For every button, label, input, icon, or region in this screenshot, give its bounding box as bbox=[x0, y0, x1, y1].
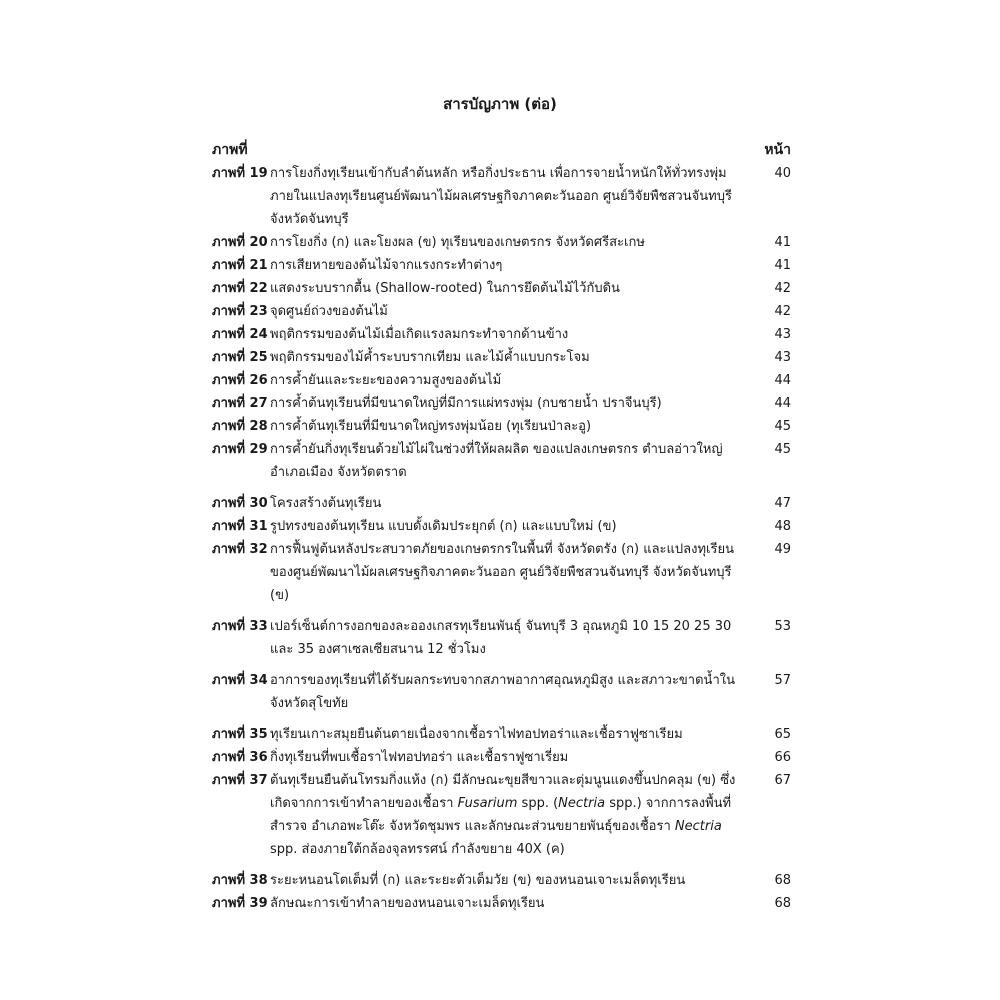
figure-entry bbox=[212, 162, 791, 231]
figure-number bbox=[212, 669, 268, 715]
caption-line bbox=[270, 185, 747, 208]
caption-text: โครงสร้างต้นทุเรียน bbox=[270, 496, 382, 511]
figure-number bbox=[212, 346, 268, 369]
figure-label: ภาพที่ bbox=[212, 673, 246, 688]
caption-line bbox=[270, 538, 747, 561]
figure-label: ภาพที่ bbox=[212, 258, 246, 273]
caption-text: การโยงกิ่ง (ก) และโยงผล (ข) ทุเรียนของเกษตรกร จังหวัดศรีสะเกษ bbox=[270, 235, 645, 250]
figure-number-value: 23 bbox=[249, 304, 268, 319]
figure-entry bbox=[212, 392, 791, 415]
figure-number-value: 27 bbox=[249, 396, 268, 411]
figure-label: ภาพที่ bbox=[212, 304, 246, 319]
figure-label: ภาพที่ bbox=[212, 727, 246, 742]
figure-number bbox=[212, 254, 268, 277]
figure-caption bbox=[268, 277, 747, 300]
figure-number bbox=[212, 231, 268, 254]
caption-line bbox=[270, 769, 747, 792]
figure-number-value: 39 bbox=[249, 896, 268, 911]
figure-number bbox=[212, 369, 268, 392]
figure-number-value: 37 bbox=[249, 773, 268, 788]
page-title: สารบัญภาพ (ต่อ) bbox=[443, 95, 557, 113]
page-number: 47 bbox=[774, 496, 791, 511]
figure-entry bbox=[212, 746, 791, 769]
figure-caption bbox=[268, 254, 747, 277]
caption-line bbox=[270, 392, 747, 415]
figure-entry bbox=[212, 492, 791, 515]
caption-line bbox=[270, 162, 747, 185]
figure-caption bbox=[268, 669, 747, 715]
caption-line bbox=[270, 746, 747, 769]
figure-number bbox=[212, 392, 268, 415]
caption-text: ลักษณะการเข้าทำลายของหนอนเจาะเมล็ดทุเรียน bbox=[270, 896, 545, 911]
figure-caption bbox=[268, 538, 747, 607]
figure-label: ภาพที่ bbox=[212, 235, 246, 250]
caption-text: การค้ำยันกิ่งทุเรียนด้วยไม้ไผ่ในช่วงที่ให้ผลผลิต ของแปลงเกษตรกร ตำบลอ่าวใหญ่ bbox=[270, 442, 723, 457]
caption-line bbox=[270, 231, 747, 254]
caption-text: สำรวจ อำเภอพะโต๊ะ จังหวัดชุมพร และลักษณะส่วนขยายพันธุ์ของเชื้อรา bbox=[270, 819, 675, 834]
figure-entry bbox=[212, 669, 791, 715]
caption-text: spp. ( bbox=[517, 796, 559, 811]
figure-number-value: 32 bbox=[249, 542, 268, 557]
caption-line bbox=[270, 584, 747, 607]
page-number: 49 bbox=[774, 542, 791, 557]
figure-number bbox=[212, 323, 268, 346]
figure-caption bbox=[268, 369, 747, 392]
scientific-name: Fusarium bbox=[457, 796, 518, 811]
figure-number bbox=[212, 892, 268, 915]
figure-entry bbox=[212, 231, 791, 254]
caption-line bbox=[270, 638, 747, 661]
figure-label: ภาพที่ bbox=[212, 896, 246, 911]
caption-text: แสดงระบบรากตื้น (Shallow-rooted) ในการยึดต้นไม้ไว้กับดิน bbox=[270, 281, 620, 296]
page-number: 67 bbox=[774, 773, 791, 788]
caption-text: จังหวัดจันทบุรี bbox=[270, 212, 349, 227]
figure-number bbox=[212, 492, 268, 515]
figure-number bbox=[212, 615, 268, 661]
caption-line bbox=[270, 723, 747, 746]
figure-caption bbox=[268, 415, 747, 438]
figure-number-value: 31 bbox=[249, 519, 268, 534]
figure-caption bbox=[268, 769, 747, 861]
figure-number bbox=[212, 723, 268, 746]
figure-number-value: 35 bbox=[249, 727, 268, 742]
caption-line bbox=[270, 892, 747, 915]
figure-entry bbox=[212, 769, 791, 861]
figure-caption bbox=[268, 162, 747, 231]
figure-label: ภาพที่ bbox=[212, 619, 246, 634]
figure-entry bbox=[212, 438, 791, 484]
caption-text: การค้ำต้นทุเรียนที่มีขนาดใหญ่ที่มีการแผ่ทรงพุ่ม (กบชายน้ำ ปราจีนบุรี) bbox=[270, 396, 662, 411]
figure-number-value: 21 bbox=[249, 258, 268, 273]
page-number: 53 bbox=[774, 619, 791, 634]
page-number: 45 bbox=[774, 419, 791, 434]
caption-text: การฟื้นฟูต้นหลังประสบวาตภัยของเกษตรกรในพื้นที่ จังหวัดตรัง (ก) และแปลงทุเรียน bbox=[270, 542, 734, 557]
figure-caption bbox=[268, 515, 747, 538]
caption-text: spp.) จากการลงพื้นที่ bbox=[605, 796, 732, 811]
figure-number-value: 24 bbox=[249, 327, 268, 342]
page-number: 66 bbox=[774, 750, 791, 765]
page-number: 44 bbox=[774, 396, 791, 411]
caption-text: เกิดจากการเข้าทำลายของเชื้อรา bbox=[270, 796, 458, 811]
caption-line bbox=[270, 792, 747, 815]
figure-label: ภาพที่ bbox=[212, 396, 246, 411]
page-number: 68 bbox=[774, 873, 791, 888]
caption-line bbox=[270, 300, 747, 323]
figure-label: ภาพที่ bbox=[212, 750, 246, 765]
caption-line bbox=[270, 869, 747, 892]
figure-label: ภาพที่ bbox=[212, 773, 246, 788]
figure-number-value: 29 bbox=[249, 442, 268, 457]
caption-text: การค้ำยันและระยะของความสูงของต้นไม้ bbox=[270, 373, 502, 388]
caption-line bbox=[270, 369, 747, 392]
page-number: 43 bbox=[774, 350, 791, 365]
caption-text: จุดศูนย์ถ่วงของต้นไม้ bbox=[270, 304, 388, 319]
figure-entry bbox=[212, 892, 791, 915]
figure-label: ภาพที่ bbox=[212, 350, 246, 365]
figure-label: ภาพที่ bbox=[212, 166, 246, 181]
figure-number-value: 33 bbox=[249, 619, 268, 634]
caption-text: ระยะหนอนโตเต็มที่ (ก) และระยะตัวเต็มวัย (ข) ของหนอนเจาะเมล็ดทุเรียน bbox=[270, 873, 686, 888]
figure-entry bbox=[212, 254, 791, 277]
figure-entry bbox=[212, 415, 791, 438]
figure-caption bbox=[268, 492, 747, 515]
scientific-name: Nectria bbox=[674, 819, 722, 834]
caption-line bbox=[270, 277, 747, 300]
caption-text: พฤติกรรมของไม้ค้ำระบบรากเทียม และไม้ค้ำแบบกระโจม bbox=[270, 350, 590, 365]
page-number: 68 bbox=[774, 896, 791, 911]
caption-text: อำเภอเมือง จังหวัดตราด bbox=[270, 465, 407, 480]
figure-label: ภาพที่ bbox=[212, 373, 246, 388]
page-number: 41 bbox=[774, 258, 791, 273]
caption-text: อาการของทุเรียนที่ได้รับผลกระทบจากสภาพอากาศอุณหภูมิสูง และสภาวะขาดน้ำใน bbox=[270, 673, 735, 688]
figure-label: ภาพที่ bbox=[212, 281, 246, 296]
figure-label: ภาพที่ bbox=[212, 442, 246, 457]
figure-caption bbox=[268, 746, 747, 769]
caption-line bbox=[270, 346, 747, 369]
figure-number bbox=[212, 415, 268, 438]
caption-text: รูปทรงของต้นทุเรียน แบบดั้งเดิมประยุกต์ (ก) และแบบใหม่ (ข) bbox=[270, 519, 617, 534]
figure-number-value: 22 bbox=[249, 281, 268, 296]
caption-text: พฤติกรรมของต้นไม้เมื่อเกิดแรงลมกระทำจากด้านข้าง bbox=[270, 327, 569, 342]
caption-line bbox=[270, 561, 747, 584]
figure-entry bbox=[212, 369, 791, 392]
figure-number-value: 28 bbox=[249, 419, 268, 434]
figure-entry bbox=[212, 323, 791, 346]
figure-number bbox=[212, 746, 268, 769]
scientific-name: Nectria bbox=[558, 796, 606, 811]
figure-caption bbox=[268, 300, 747, 323]
figure-caption bbox=[268, 323, 747, 346]
figure-number-value: 26 bbox=[249, 373, 268, 388]
figure-number bbox=[212, 300, 268, 323]
page-number: 45 bbox=[774, 442, 791, 457]
caption-line bbox=[270, 669, 747, 692]
caption-text: ทุเรียนเกาะสมุยยืนต้นตายเนื่องจากเชื้อราไฟทอปทอร่าและเชื้อราฟูซาเรียม bbox=[270, 727, 683, 742]
caption-line bbox=[270, 323, 747, 346]
figure-caption bbox=[268, 723, 747, 746]
caption-text: จังหวัดสุโขทัย bbox=[270, 696, 349, 711]
figure-number-value: 34 bbox=[249, 673, 268, 688]
figure-entry bbox=[212, 538, 791, 607]
caption-line bbox=[270, 838, 747, 861]
figure-number bbox=[212, 538, 268, 607]
figure-caption bbox=[268, 615, 747, 661]
caption-text: (ข) bbox=[270, 588, 290, 603]
caption-line bbox=[270, 208, 747, 231]
page-number: 42 bbox=[774, 281, 791, 296]
page-number: 65 bbox=[774, 727, 791, 742]
figure-number-value: 19 bbox=[249, 166, 268, 181]
figure-entry bbox=[212, 869, 791, 892]
page-column-label: หน้า bbox=[764, 142, 791, 158]
caption-text: การโยงกิ่งทุเรียนเข้ากับลำต้นหลัก หรือกิ่งประธาน เพื่อการจายน้ำหนักให้ทั่วทรงพุ่ม bbox=[270, 166, 727, 181]
figure-label: ภาพที่ bbox=[212, 496, 246, 511]
figure-label: ภาพที่ bbox=[212, 519, 246, 534]
caption-line bbox=[270, 492, 747, 515]
caption-line bbox=[270, 815, 747, 838]
figure-number bbox=[212, 162, 268, 231]
figure-label: ภาพที่ bbox=[212, 419, 246, 434]
caption-line bbox=[270, 692, 747, 715]
caption-text: ของศูนย์พัฒนาไม้ผลเศรษฐกิจภาคตะวันออก ศูนย์วิจัยพืชสวนจันทบุรี จังหวัดจันทบุรี bbox=[270, 565, 732, 580]
figure-caption bbox=[268, 346, 747, 369]
caption-line bbox=[270, 438, 747, 461]
figure-list bbox=[212, 162, 791, 915]
caption-text: spp. ส่องภายใต้กล้องจุลทรรศน์ กำลังขยาย 40X (ค) bbox=[270, 842, 565, 857]
figure-label: ภาพที่ bbox=[212, 873, 246, 888]
figure-number bbox=[212, 769, 268, 861]
page-number: 57 bbox=[774, 673, 791, 688]
figure-caption bbox=[268, 392, 747, 415]
figure-number-value: 20 bbox=[249, 235, 268, 250]
figure-number-value: 30 bbox=[249, 496, 268, 511]
figure-number bbox=[212, 438, 268, 484]
figure-entry bbox=[212, 277, 791, 300]
caption-text: กิ่งทุเรียนที่พบเชื้อราไฟทอปทอร่า และเชื้อราฟูซาเรี่ยม bbox=[270, 750, 569, 765]
figure-entry bbox=[212, 515, 791, 538]
caption-text: ภายในแปลงทุเรียนศูนย์พัฒนาไม้ผลเศรษฐกิจภาคตะวันออก ศูนย์วิจัยพืชสวนจันทบุรี bbox=[270, 189, 732, 204]
figure-number bbox=[212, 869, 268, 892]
caption-text: ต้นทุเรียนยืนต้นโทรมกิ่งแห้ง (ก) มีลักษณะขุยสีขาวและตุ่มนูนแดงขึ้นปกคลุม (ข) ซึ่ง bbox=[270, 773, 736, 788]
page-number: 42 bbox=[774, 304, 791, 319]
caption-text: เปอร์เซ็นต์การงอกของละอองเกสรทุเรียนพันธุ์ จันทบุรี 3 อุณหภูมิ 10 15 20 25 30 bbox=[270, 619, 732, 634]
figure-entry bbox=[212, 615, 791, 661]
figure-entry bbox=[212, 346, 791, 369]
page-number: 40 bbox=[774, 166, 791, 181]
page-number: 48 bbox=[774, 519, 791, 534]
figure-caption bbox=[268, 438, 747, 484]
page-number: 41 bbox=[774, 235, 791, 250]
figure-caption bbox=[268, 869, 747, 892]
caption-line bbox=[270, 461, 747, 484]
page-number: 43 bbox=[774, 327, 791, 342]
caption-line bbox=[270, 515, 747, 538]
page-number: 44 bbox=[774, 373, 791, 388]
caption-text: การค้ำต้นทุเรียนที่มีขนาดใหญ่ทรงพุ่มน้อย (ทุเรียนป่าละอู) bbox=[270, 419, 592, 434]
figure-number-value: 36 bbox=[249, 750, 268, 765]
column-header bbox=[212, 140, 791, 160]
caption-line bbox=[270, 615, 747, 638]
figure-number-value: 38 bbox=[249, 873, 268, 888]
figure-caption bbox=[268, 892, 747, 915]
figure-number bbox=[212, 277, 268, 300]
caption-text: และ 35 องศาเซลเซียสนาน 12 ชั่วโมง bbox=[270, 642, 486, 657]
figure-number bbox=[212, 515, 268, 538]
caption-line bbox=[270, 415, 747, 438]
figure-label: ภาพที่ bbox=[212, 542, 246, 557]
figure-label: ภาพที่ bbox=[212, 327, 246, 342]
figure-number-value: 25 bbox=[249, 350, 268, 365]
figure-entry bbox=[212, 723, 791, 746]
figure-entry bbox=[212, 300, 791, 323]
caption-line bbox=[270, 254, 747, 277]
caption-text: การเสียหายของต้นไม้จากแรงกระทำต่างๆ bbox=[270, 258, 503, 273]
figure-caption bbox=[268, 231, 747, 254]
figure-column-label: ภาพที่ bbox=[212, 142, 248, 158]
